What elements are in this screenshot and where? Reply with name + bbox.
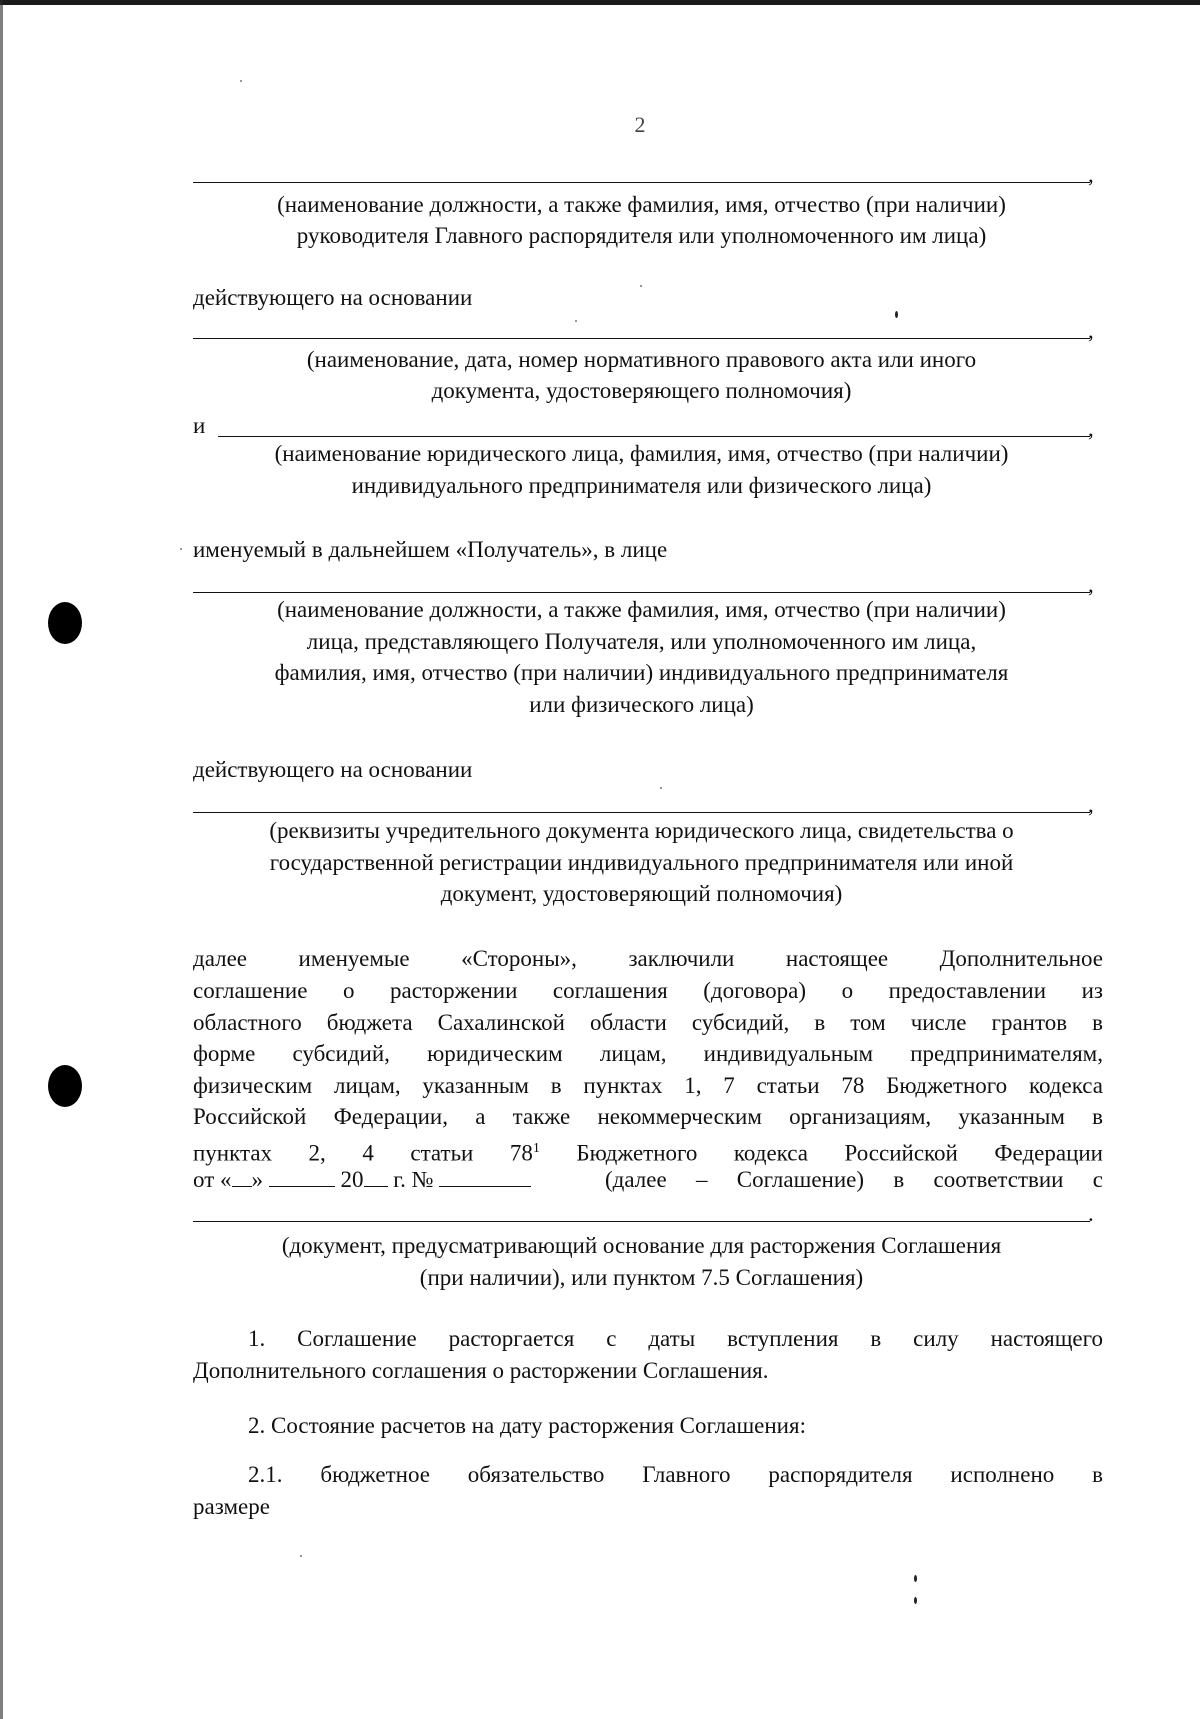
body-text: действующего на основании xyxy=(193,757,473,782)
text-fragment: от « xyxy=(193,1167,232,1192)
comma: , xyxy=(1088,572,1094,597)
text-fragment: » xyxy=(251,1167,263,1192)
punch-hole-bottom xyxy=(48,1065,82,1107)
fill-line xyxy=(193,182,1090,183)
paragraph-line: областного бюджета Сахалинской области субсидий, в том числе грантов в xyxy=(193,1010,1103,1035)
caption: (наименование должности, а также фамилия, имя, отчество (при наличии) xyxy=(277,597,1006,622)
paragraph-line: соглашение о расторжении соглашения (договора) о предоставлении из xyxy=(193,978,1103,1003)
paragraph-line: далее именуемые «Стороны», заключили настоящее Дополнительное xyxy=(193,946,1103,971)
caption: (наименование должности, а также фамилия, имя, отчество (при наличии) xyxy=(277,192,1006,217)
caption: (при наличии), или пунктом 7.5 Соглашения) xyxy=(419,1265,864,1290)
punch-hole-top xyxy=(48,602,82,644)
caption: (наименование юридического лица, фамилия, имя, отчество (при наличии) xyxy=(274,441,1009,466)
day-blank xyxy=(232,1168,252,1187)
fill-line xyxy=(218,436,1090,437)
paragraph-line: форме субсидий, юридическим лицам, индивидуальным предпринимателям, xyxy=(193,1041,1103,1066)
scan-speck xyxy=(895,311,898,318)
scan-top-edge xyxy=(0,0,1200,5)
caption: документа, удостоверяющего полномочия) xyxy=(431,378,852,403)
clause-1-line: 1. Соглашение расторгается с даты вступления в силу настоящего xyxy=(248,1326,1103,1351)
caption: государственной регистрации индивидуального предпринимателя или иной xyxy=(269,850,1014,875)
scan-speck xyxy=(914,1575,917,1582)
comma: , xyxy=(1088,162,1094,187)
scan-speck xyxy=(180,548,182,550)
paragraph-line: Российской Федерации, а также некоммерческим организациям, указанным в xyxy=(193,1104,1103,1129)
caption: документ, удостоверяющий полномочия) xyxy=(440,881,843,906)
paragraph-line: (далее – Соглашение) в соответствии с xyxy=(605,1167,1103,1192)
body-text: действующего на основании xyxy=(193,285,473,310)
caption: (документ, предусматривающий основание для расторжения Соглашения xyxy=(281,1233,1002,1258)
clause-2-1-line: 2.1. бюджетное обязательство Главного распорядителя исполнено в xyxy=(248,1462,1103,1487)
comma: , xyxy=(1088,416,1094,441)
scan-speck xyxy=(914,1597,917,1604)
year-blank xyxy=(364,1168,388,1187)
scan-speck xyxy=(240,80,242,82)
period: . xyxy=(1088,1201,1094,1226)
text-fragment: Бюджетного кодекса Российской Федерации xyxy=(539,1140,1103,1166)
caption: руководителя Главного распорядителя или уполномоченного им лица) xyxy=(296,223,987,248)
caption: индивидуального предпринимателя или физического лица) xyxy=(351,473,932,498)
clause-2-1-line: размере xyxy=(193,1494,270,1519)
caption: лица, представляющего Получателя, или уполномоченного им лица, xyxy=(306,629,977,654)
scan-speck xyxy=(660,787,662,789)
fill-line xyxy=(193,1221,1090,1222)
number-blank xyxy=(439,1168,531,1187)
paragraph-line: физическим лицам, указанным в пунктах 1, 7 статьи 78 Бюджетного кодекса xyxy=(193,1073,1103,1098)
fill-line xyxy=(193,812,1090,813)
page-number: 2 xyxy=(634,112,646,137)
date-number-line xyxy=(193,1164,531,1195)
fill-line xyxy=(193,338,1090,339)
body-text: и xyxy=(193,413,206,438)
caption: или физического лица) xyxy=(529,692,754,717)
fill-line xyxy=(193,592,1090,593)
text-fragment: пунктах 2, 4 статьи 78 xyxy=(193,1140,533,1166)
caption: (наименование, дата, номер нормативного правового акта или иного xyxy=(306,347,977,372)
caption: (реквизиты учредительного документа юридического лица, свидетельства о xyxy=(269,818,1014,843)
clause-1-line: Дополнительного соглашения о расторжении Соглашения. xyxy=(193,1358,769,1383)
superscript: 1 xyxy=(532,1141,540,1156)
scan-speck xyxy=(640,285,642,287)
text-fragment: г. № xyxy=(393,1167,434,1192)
text-fragment: 20 xyxy=(340,1167,364,1192)
month-blank xyxy=(269,1168,335,1187)
scan-left-edge xyxy=(0,0,3,1719)
scan-speck xyxy=(575,320,577,322)
scan-speck xyxy=(300,1555,302,1557)
clause-2: 2. Состояние расчетов на дату расторжения Соглашения: xyxy=(248,1413,806,1438)
caption: фамилия, имя, отчество (при наличии) индивидуального предпринимателя xyxy=(274,660,1009,685)
comma: , xyxy=(1088,792,1094,817)
body-text: именуемый в дальнейшем «Получатель», в лице xyxy=(193,537,668,562)
comma: , xyxy=(1088,318,1094,343)
